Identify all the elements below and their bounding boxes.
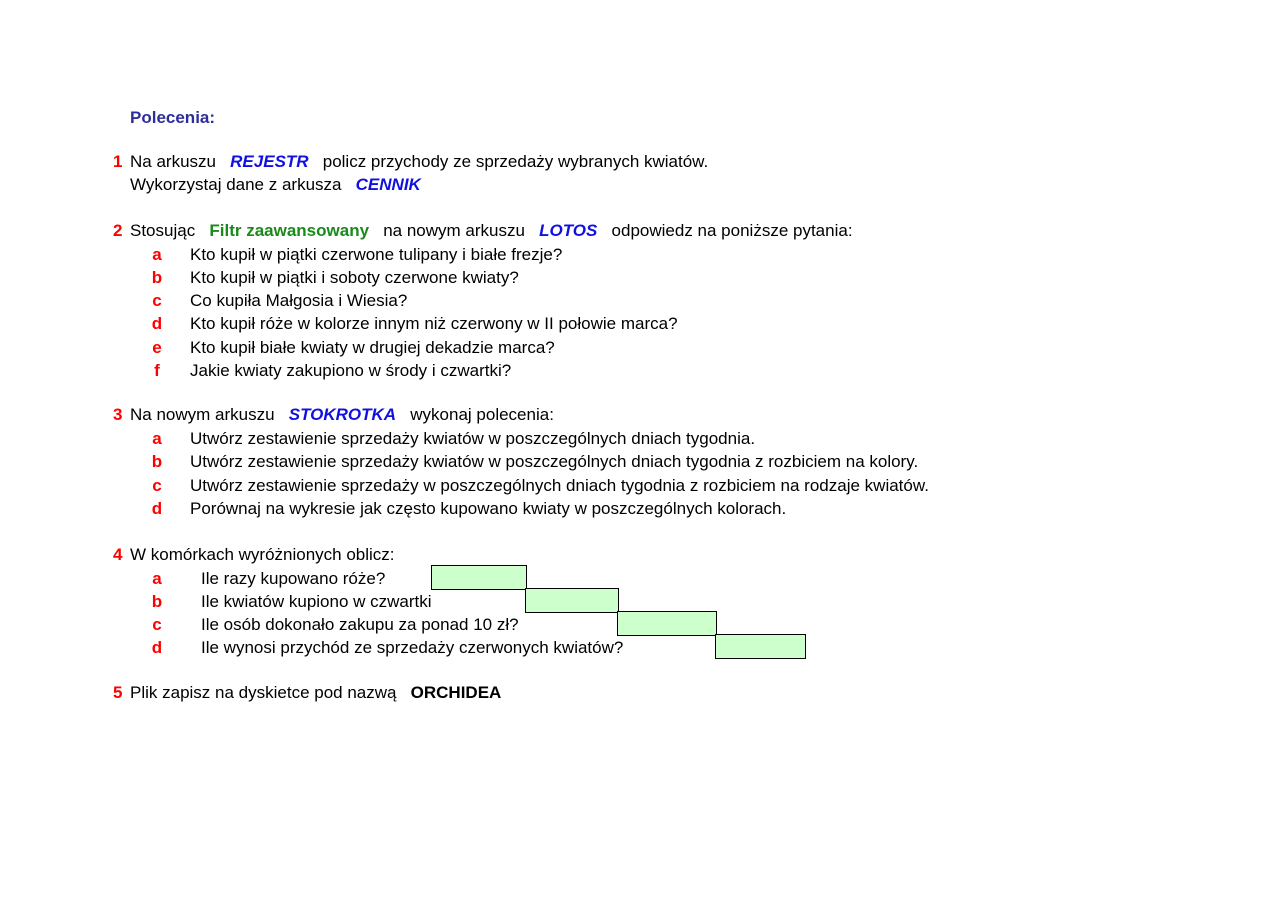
list-item: Kto kupił białe kwiaty w drugiej dekadzie marca? <box>190 338 555 357</box>
list-item: Ile wynosi przychód ze sprzedaży czerwonych kwiatów? <box>201 638 624 657</box>
list-item: Utwórz zestawienie sprzedaży kwiatów w poszczególnych dniach tygodnia. <box>190 429 756 448</box>
sheet-name-rejestr: REJESTR <box>230 152 309 171</box>
advanced-filter-label: Filtr zaawansowany <box>209 221 370 240</box>
list-item: Ile kwiatów kupiono w czwartki <box>201 592 432 611</box>
task5-line <box>130 683 501 703</box>
list-item: Kto kupił w piątki czerwone tulipany i białe frezje? <box>190 245 563 264</box>
task-number: 1 <box>113 152 123 171</box>
task-number: 3 <box>113 405 123 424</box>
task1-text-b: policz przychody ze sprzedaży wybranych kwiatów. <box>322 152 709 171</box>
task-number: 2 <box>113 221 123 240</box>
answer-cell-a[interactable] <box>431 565 527 590</box>
answer-cell-c[interactable] <box>617 611 717 636</box>
answer-cell-b[interactable] <box>525 588 619 613</box>
list-item: Porównaj na wykresie jak często kupowano kwiaty w poszczególnych kolorach. <box>190 499 787 518</box>
item-letter: b <box>151 592 163 611</box>
item-letter: d <box>151 638 163 657</box>
task1-text-c: Wykorzystaj dane z arkusza <box>130 175 342 194</box>
list-item: Utwórz zestawienie sprzedaży kwiatów w poszczególnych dniach tygodnia z rozbiciem na kolory. <box>190 452 919 471</box>
task3-line <box>130 405 554 425</box>
sheet-name-lotos: LOTOS <box>539 221 598 240</box>
list-item: Kto kupił w piątki i soboty czerwone kwiaty? <box>190 268 519 287</box>
sheet-name-stokrotka: STOKROTKA <box>288 405 397 424</box>
task2-line <box>130 221 853 241</box>
page-title: Polecenia: <box>130 108 216 127</box>
task1-line2 <box>130 175 421 195</box>
task-number: 5 <box>113 683 123 702</box>
task2-text-a: Stosując <box>130 221 196 240</box>
list-item: Kto kupił róże w kolorze innym niż czerwony w II połowie marca? <box>190 314 678 333</box>
task-number: 4 <box>113 545 123 564</box>
item-letter: c <box>152 291 162 310</box>
item-letter: a <box>152 245 162 264</box>
task1-text-a: Na arkuszu <box>130 152 216 171</box>
item-letter: f <box>154 361 160 380</box>
task2-text-c: odpowiedz na poniższe pytania: <box>611 221 853 240</box>
item-letter: a <box>152 429 162 448</box>
item-letter: a <box>152 569 162 588</box>
item-letter: d <box>151 314 163 333</box>
item-letter: b <box>151 268 163 287</box>
list-item: Ile razy kupowano róże? <box>201 569 386 588</box>
answer-cell-d[interactable] <box>715 634 806 659</box>
item-letter: d <box>151 499 163 518</box>
list-item: Co kupiła Małgosia i Wiesia? <box>190 291 408 310</box>
filename-label: ORCHIDEA <box>410 683 502 702</box>
task2-text-b: na nowym arkuszu <box>383 221 525 240</box>
list-item: Ile osób dokonało zakupu za ponad 10 zł? <box>201 615 519 634</box>
task5-text: Plik zapisz na dyskietce pod nazwą <box>130 683 397 702</box>
task3-text-b: wykonaj polecenia: <box>410 405 554 424</box>
item-letter: e <box>152 338 162 357</box>
item-letter: c <box>152 615 162 634</box>
list-item: Utwórz zestawienie sprzedaży w poszczególnych dniach tygodnia z rozbiciem na rodzaje kwiatów. <box>190 476 929 495</box>
sheet-name-cennik: CENNIK <box>355 175 421 194</box>
task3-text-a: Na nowym arkuszu <box>130 405 275 424</box>
list-item: Jakie kwiaty zakupiono w środy i czwartki? <box>190 361 512 380</box>
task4-line: W komórkach wyróżnionych oblicz: <box>130 545 395 564</box>
item-letter: b <box>151 452 163 471</box>
item-letter: c <box>152 476 162 495</box>
task1-line1 <box>130 152 708 172</box>
